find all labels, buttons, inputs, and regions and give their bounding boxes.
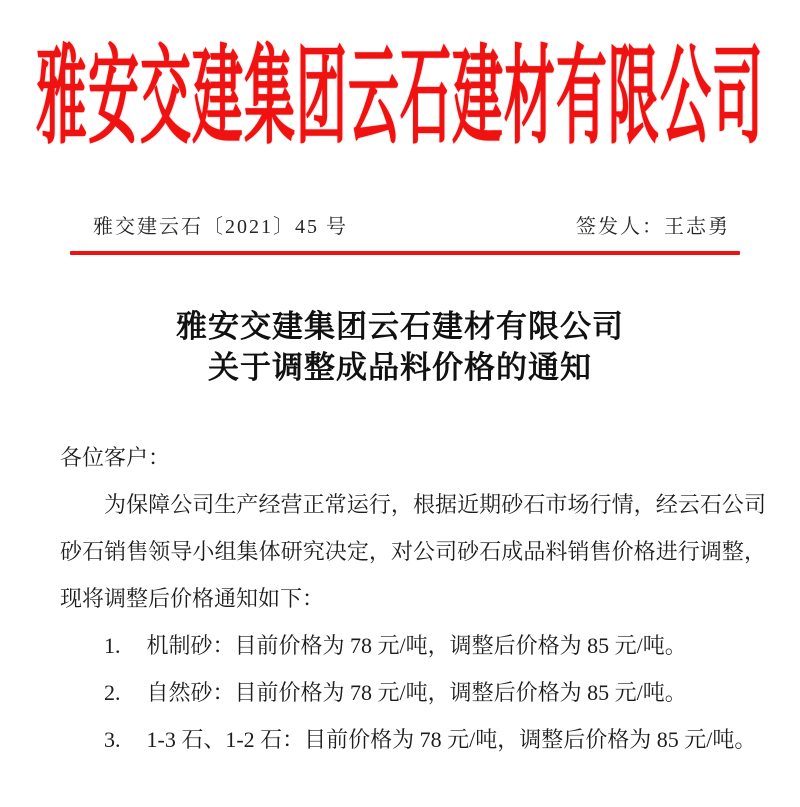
doc-title-line1: 雅安交建集团云石建材有限公司: [176, 309, 624, 344]
item-text-3: 1-3 石、1-2 石：目前价格为 78 元/吨，调整后价格为 85 元/吨。: [146, 727, 757, 752]
item-number-3: 3.: [104, 727, 121, 752]
item-number-2: 2.: [104, 680, 121, 705]
doc-title: [0, 306, 800, 388]
issuer: [576, 214, 730, 240]
price-item-1: [60, 622, 766, 669]
price-item-3: [60, 716, 766, 763]
price-item-2: [60, 669, 766, 716]
doc-meta-row: [93, 214, 730, 240]
doc-title-line2: 关于调整成品料价格的通知: [208, 350, 592, 385]
red-divider-rule: [70, 251, 740, 255]
issuer-name: 王志勇: [664, 216, 730, 238]
salutation: 各位客户：: [60, 445, 171, 470]
intro-paragraph: 为保障公司生产经营正常运行，根据近期砂石市场行情，经云石公司砂石销售领导小组集体研究决定，对公司砂石成品料销售价格进行调整，现将调整后价格通知如下：: [60, 492, 766, 611]
issuer-label: 签发人：: [576, 216, 664, 238]
item-number-1: 1.: [104, 633, 121, 658]
item-text-2: 自然砂：目前价格为 78 元/吨，调整后价格为 85 元/吨。: [146, 680, 687, 705]
red-header: [0, 30, 800, 159]
item-text-1: 机制砂：目前价格为 78 元/吨，调整后价格为 85 元/吨。: [146, 633, 687, 658]
doc-body: [60, 434, 766, 763]
company-masthead: 雅安交建集团云石建材有限公司: [35, 40, 764, 159]
doc-number: 雅交建云石〔2021〕45 号: [93, 216, 348, 238]
